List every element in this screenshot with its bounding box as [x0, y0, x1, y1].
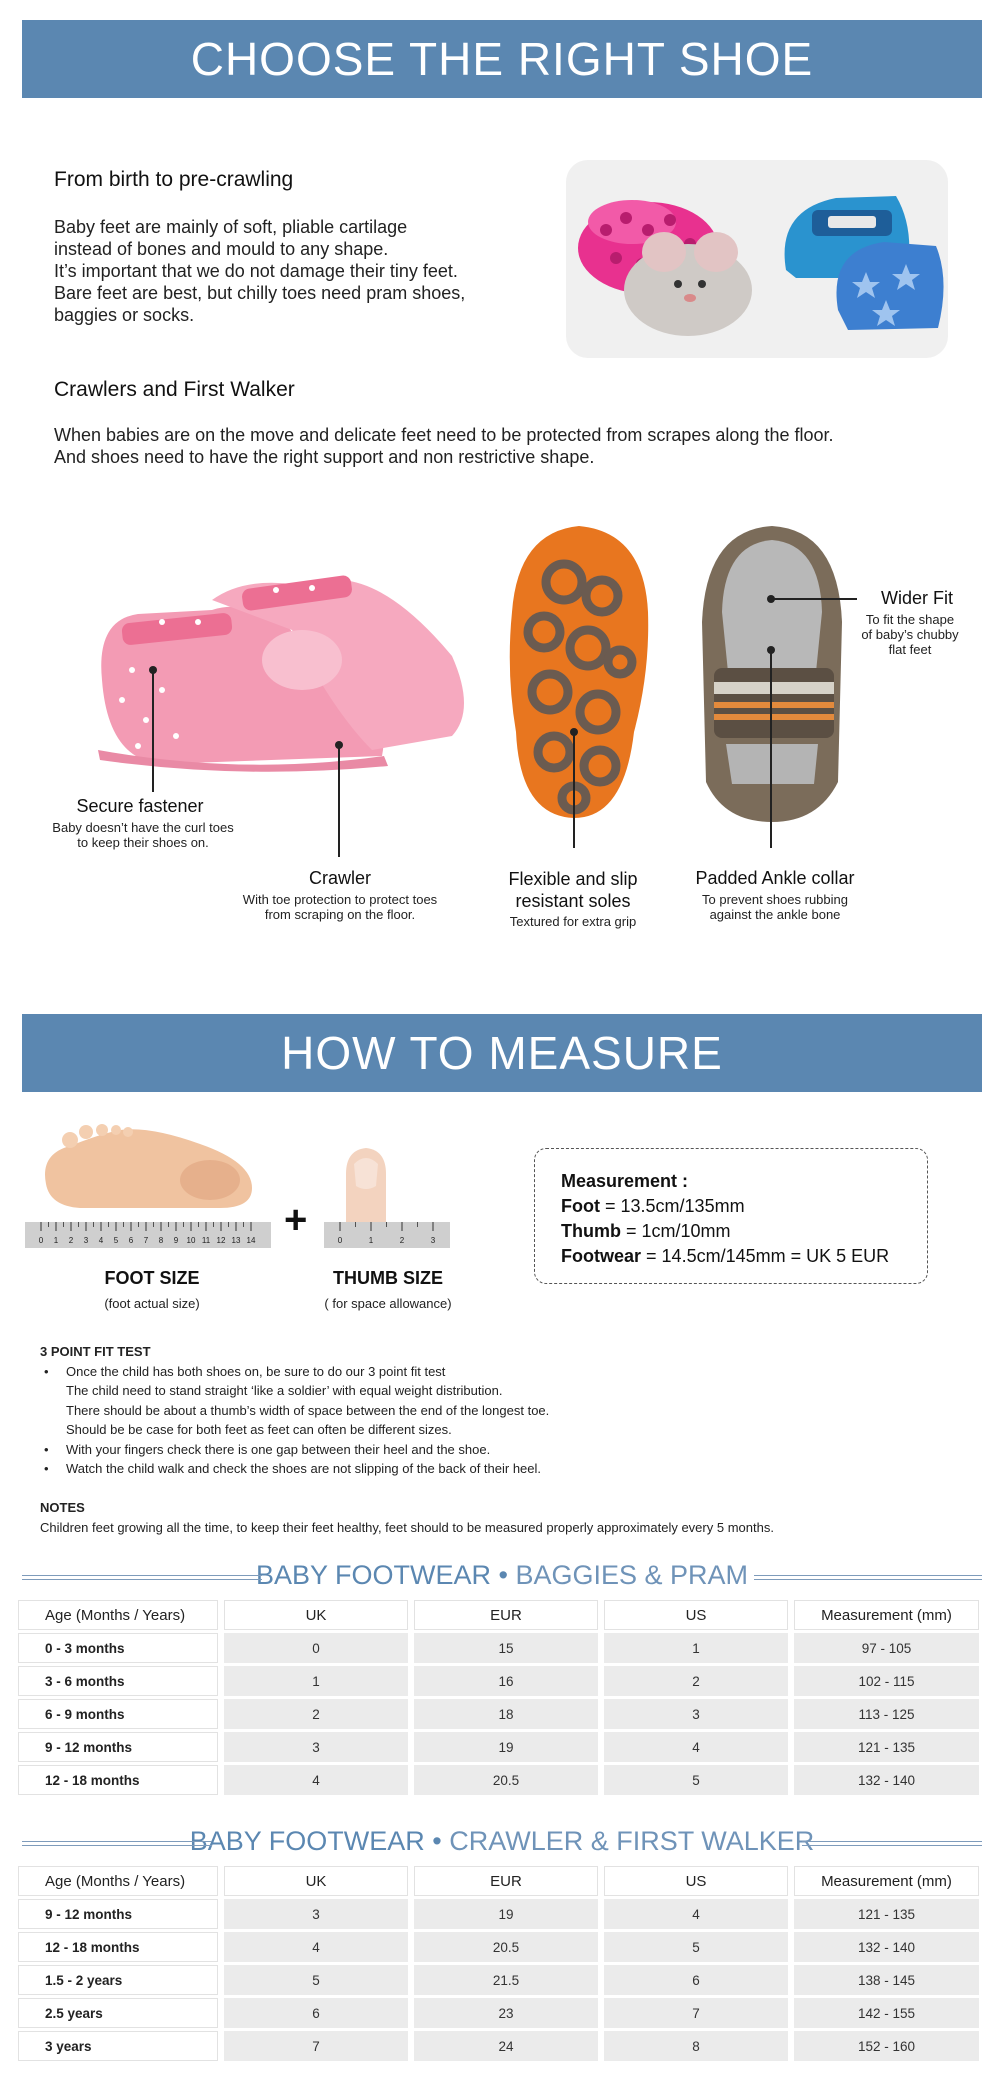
cell-uk: 3: [224, 1732, 408, 1762]
item-line: Once the child has both shoes on, be sure to do our 3 point fit test: [66, 1363, 446, 1379]
cell-eur: 20.5: [414, 1932, 598, 1962]
ruler-label: 2: [399, 1236, 405, 1245]
table1-title: [22, 1560, 982, 1591]
desc-line: of baby’s chubby: [861, 627, 959, 642]
notes-title: NOTES: [40, 1500, 85, 1515]
table-header-row: [18, 1866, 982, 1899]
title-rule: [22, 1575, 262, 1580]
crawlers-heading: Crawlers and First Walker: [54, 378, 295, 401]
cell-us: 3: [604, 1699, 788, 1729]
cell-us: 2: [604, 1666, 788, 1696]
desc-line: Textured for extra grip: [509, 914, 637, 929]
cell-measurement: 97 - 105: [794, 1633, 979, 1663]
text-line: Bare feet are best, but chilly toes need pram shoes,: [54, 283, 466, 303]
callout-line: [573, 732, 575, 848]
thumb-size-title: THUMB SIZE: [333, 1268, 443, 1288]
crawler-title: Crawler: [308, 868, 371, 888]
title-light: BAGGIES & PRAM: [515, 1560, 749, 1590]
header-measurement: Measurement (mm): [794, 1866, 979, 1896]
ruler-label: 9: [173, 1236, 179, 1245]
header-uk: UK: [224, 1600, 408, 1630]
cell-measurement: 142 - 155: [794, 1998, 979, 2028]
cell-uk: 6: [224, 1998, 408, 2028]
crawlers-text: [54, 424, 834, 468]
text-line: It’s important that we do not damage their tiny feet.: [54, 261, 458, 281]
title-rule: [754, 1575, 982, 1580]
ruler-label: 7: [143, 1236, 149, 1245]
header-age: Age (Months / Years): [18, 1600, 218, 1630]
foot-value: = 13.5cm/135mm: [605, 1196, 745, 1216]
callout-line: [338, 745, 340, 857]
cell-uk: 3: [224, 1899, 408, 1929]
item-line: With your fingers check there is one gap between their heel and the shoe.: [66, 1441, 491, 1457]
text-line: Baby feet are mainly of soft, pliable cartilage: [54, 217, 408, 237]
table-row: [18, 1998, 982, 2031]
ruler-label: 6: [128, 1236, 134, 1245]
desc-line: With toe protection to protect toes: [242, 892, 438, 907]
item-line: The child need to stand straight ‘like a soldier’ with equal weight distribution.: [66, 1383, 503, 1398]
item-line: Watch the child walk and check the shoes are not slipping of the back of their heel.: [66, 1461, 542, 1476]
ruler-label: 11: [201, 1236, 211, 1245]
measurement-box: [534, 1148, 928, 1284]
ruler-label: 2: [68, 1236, 74, 1245]
cell-uk: 0: [224, 1633, 408, 1663]
cell-us: 5: [604, 1932, 788, 1962]
crawler-table: [18, 1866, 982, 2064]
cell-measurement: 102 - 115: [794, 1666, 979, 1696]
foot-size-title: FOOT SIZE: [104, 1268, 200, 1288]
foot-ruler-ticks: [25, 1222, 271, 1248]
ruler-label: 12: [216, 1236, 226, 1245]
notes-text: Children feet growing all the time, to keep their feet healthy, feet should to be measured properly approximately every 5 months.: [40, 1519, 774, 1535]
desc-line: Baby doesn’t have the curl toes: [52, 820, 234, 835]
header-us: US: [604, 1866, 788, 1896]
ruler-label: 0: [38, 1236, 44, 1245]
secure-fastener-title: Secure fastener: [76, 796, 204, 816]
foot-image: [40, 1124, 262, 1214]
banner-title: CHOOSE THE RIGHT SHOE: [190, 33, 814, 85]
cell-measurement: 152 - 160: [794, 2031, 979, 2061]
cell-measurement: 121 - 135: [794, 1899, 979, 1929]
cell-us: 4: [604, 1899, 788, 1929]
desc-line: To fit the shape: [865, 612, 955, 627]
thumb-size-sub: [288, 1296, 488, 1311]
text-line: And shoes need to have the right support and non restrictive shape.: [54, 447, 595, 467]
cell-us: 6: [604, 1965, 788, 1995]
table-row: [18, 1699, 982, 1732]
ruler-label: 3: [430, 1236, 436, 1245]
ruler-label: 5: [113, 1236, 119, 1245]
bullet: •: [44, 1441, 49, 1457]
title-sep: •: [432, 1826, 442, 1856]
cell-us: 7: [604, 1998, 788, 2028]
header-us: US: [604, 1600, 788, 1630]
sub-line: (foot actual size): [104, 1296, 200, 1311]
table-row: [18, 1932, 982, 1965]
table-row: [18, 1633, 982, 1666]
text-line: When babies are on the move and delicate feet need to be protected from scrapes along the floor.: [54, 425, 834, 445]
cell-age: 6 - 9 months: [18, 1699, 218, 1729]
cell-age: 9 - 12 months: [18, 1732, 218, 1762]
header-eur: EUR: [414, 1866, 598, 1896]
cell-us: 8: [604, 2031, 788, 2061]
ruler-label: 8: [158, 1236, 164, 1245]
callout-line: [771, 598, 857, 600]
notes: [40, 1498, 774, 1537]
thumb-ruler-ticks: [324, 1222, 450, 1248]
table-row: [18, 1666, 982, 1699]
choose-shoe-banner: [22, 20, 982, 98]
wider-fit-title: Wider Fit: [881, 588, 953, 608]
item-line: Should be be case for both feet as feet can often be different sizes.: [66, 1422, 452, 1437]
header-measurement: Measurement (mm): [794, 1600, 979, 1630]
table-row: [18, 2031, 982, 2064]
title-sep: •: [498, 1560, 508, 1590]
cell-us: 4: [604, 1732, 788, 1762]
thumb-value: = 1cm/10mm: [626, 1221, 731, 1241]
wider-fit-desc: [840, 612, 980, 657]
cell-eur: 15: [414, 1633, 598, 1663]
cell-eur: 23: [414, 1998, 598, 2028]
cell-eur: 21.5: [414, 1965, 598, 1995]
callout-line: [770, 650, 772, 848]
cell-measurement: 138 - 145: [794, 1965, 979, 1995]
how-to-measure-banner: [22, 1014, 982, 1092]
table-header-row: [18, 1600, 982, 1633]
foot-label: Foot: [561, 1196, 600, 1216]
cell-eur: 19: [414, 1732, 598, 1762]
cell-measurement: 132 - 140: [794, 1765, 979, 1795]
bullet: •: [44, 1363, 49, 1379]
title-light: CRAWLER & FIRST WALKER: [449, 1826, 815, 1856]
cell-measurement: 132 - 140: [794, 1932, 979, 1962]
cell-uk: 2: [224, 1699, 408, 1729]
table-row: [18, 1899, 982, 1932]
cell-uk: 7: [224, 2031, 408, 2061]
table-row: [18, 1965, 982, 1998]
list-item: [40, 1440, 549, 1460]
header-age: Age (Months / Years): [18, 1866, 218, 1896]
bullet: •: [44, 1461, 49, 1476]
fit-test: [40, 1342, 549, 1479]
footwear-label: Footwear: [561, 1246, 642, 1266]
measurement-title: Measurement :: [561, 1171, 689, 1191]
ruler-label: 13: [231, 1236, 241, 1245]
fit-test-list: [40, 1362, 549, 1479]
pre-crawling-text: [54, 216, 465, 326]
secure-fastener-desc: [30, 820, 256, 850]
cell-age: 12 - 18 months: [18, 1932, 218, 1962]
cell-uk: 1: [224, 1666, 408, 1696]
ruler-label: 1: [368, 1236, 374, 1245]
cell-eur: 24: [414, 2031, 598, 2061]
cell-eur: 16: [414, 1666, 598, 1696]
cell-age: 12 - 18 months: [18, 1765, 218, 1795]
list-item: [40, 1459, 549, 1479]
cell-age: 3 years: [18, 2031, 218, 2061]
foot-size-sub: [52, 1296, 252, 1311]
table-row: [18, 1732, 982, 1765]
thumb-ruler: [324, 1222, 450, 1248]
measurement-footwear: [561, 1244, 927, 1269]
baggies-table: [18, 1600, 982, 1798]
title-bold: BABY FOOTWEAR: [189, 1826, 425, 1856]
ankle-collar-title: Padded Ankle collar: [695, 868, 855, 888]
table2-title: [22, 1826, 982, 1857]
title-rule: [802, 1841, 982, 1846]
thumb-label: Thumb: [561, 1221, 621, 1241]
text-line: baggies or socks.: [54, 305, 195, 325]
sub-line: ( for space allowance): [324, 1296, 452, 1311]
thumb-image: [336, 1144, 396, 1224]
grey-walker-shoe-image: [698, 522, 846, 826]
cell-us: 5: [604, 1765, 788, 1795]
cell-age: 1.5 - 2 years: [18, 1965, 218, 1995]
cell-age: 0 - 3 months: [18, 1633, 218, 1663]
slippers-image: [566, 160, 948, 358]
sole-image: [504, 522, 654, 822]
header-uk: UK: [224, 1866, 408, 1896]
item-line: There should be about a thumb’s width of space between the end of the longest toe.: [66, 1402, 550, 1418]
cell-uk: 4: [224, 1932, 408, 1962]
desc-line: flat feet: [888, 642, 932, 657]
desc-line: to keep their shoes on.: [77, 835, 209, 850]
desc-line: from scraping on the floor.: [264, 907, 416, 922]
ruler-label: 0: [337, 1236, 343, 1245]
footwear-value: = 14.5cm/145mm = UK 5 EUR: [646, 1246, 890, 1266]
table-row: [18, 1765, 982, 1798]
cell-age: 3 - 6 months: [18, 1666, 218, 1696]
cell-us: 1: [604, 1633, 788, 1663]
cell-age: 9 - 12 months: [18, 1899, 218, 1929]
title-rule: [22, 1841, 212, 1846]
callout-line: [152, 670, 154, 792]
cell-uk: 5: [224, 1965, 408, 1995]
ruler-label: 4: [98, 1236, 104, 1245]
cell-age: 2.5 years: [18, 1998, 218, 2028]
fit-test-title: 3 POINT FIT TEST: [40, 1344, 151, 1359]
soles-title: [478, 868, 668, 912]
measurement-foot: [561, 1194, 927, 1219]
foot-ruler: [25, 1222, 271, 1248]
plus-sign: +: [284, 1198, 308, 1242]
pre-crawling-heading: From birth to pre-crawling: [54, 168, 294, 191]
title-line: Flexible and slip: [508, 869, 638, 889]
cell-eur: 18: [414, 1699, 598, 1729]
cell-measurement: 113 - 125: [794, 1699, 979, 1729]
desc-line: against the ankle bone: [709, 907, 841, 922]
ruler-label: 10: [186, 1236, 196, 1245]
soles-desc: [478, 914, 668, 929]
ruler-label: 14: [246, 1236, 256, 1245]
header-eur: EUR: [414, 1600, 598, 1630]
measurement-thumb: [561, 1219, 927, 1244]
list-item: [40, 1362, 549, 1440]
text-line: instead of bones and mould to any shape.: [54, 239, 389, 259]
banner-title: HOW TO MEASURE: [281, 1027, 723, 1079]
cell-eur: 20.5: [414, 1765, 598, 1795]
ruler-label: 1: [53, 1236, 59, 1245]
cell-measurement: 121 - 135: [794, 1732, 979, 1762]
cell-uk: 4: [224, 1765, 408, 1795]
title-bold: BABY FOOTWEAR: [255, 1560, 491, 1590]
desc-line: To prevent shoes rubbing: [702, 892, 848, 907]
ankle-collar-desc: [670, 892, 880, 922]
title-line: resistant soles: [515, 891, 631, 911]
ruler-label: 3: [83, 1236, 89, 1245]
cell-eur: 19: [414, 1899, 598, 1929]
crawler-desc: [222, 892, 458, 922]
